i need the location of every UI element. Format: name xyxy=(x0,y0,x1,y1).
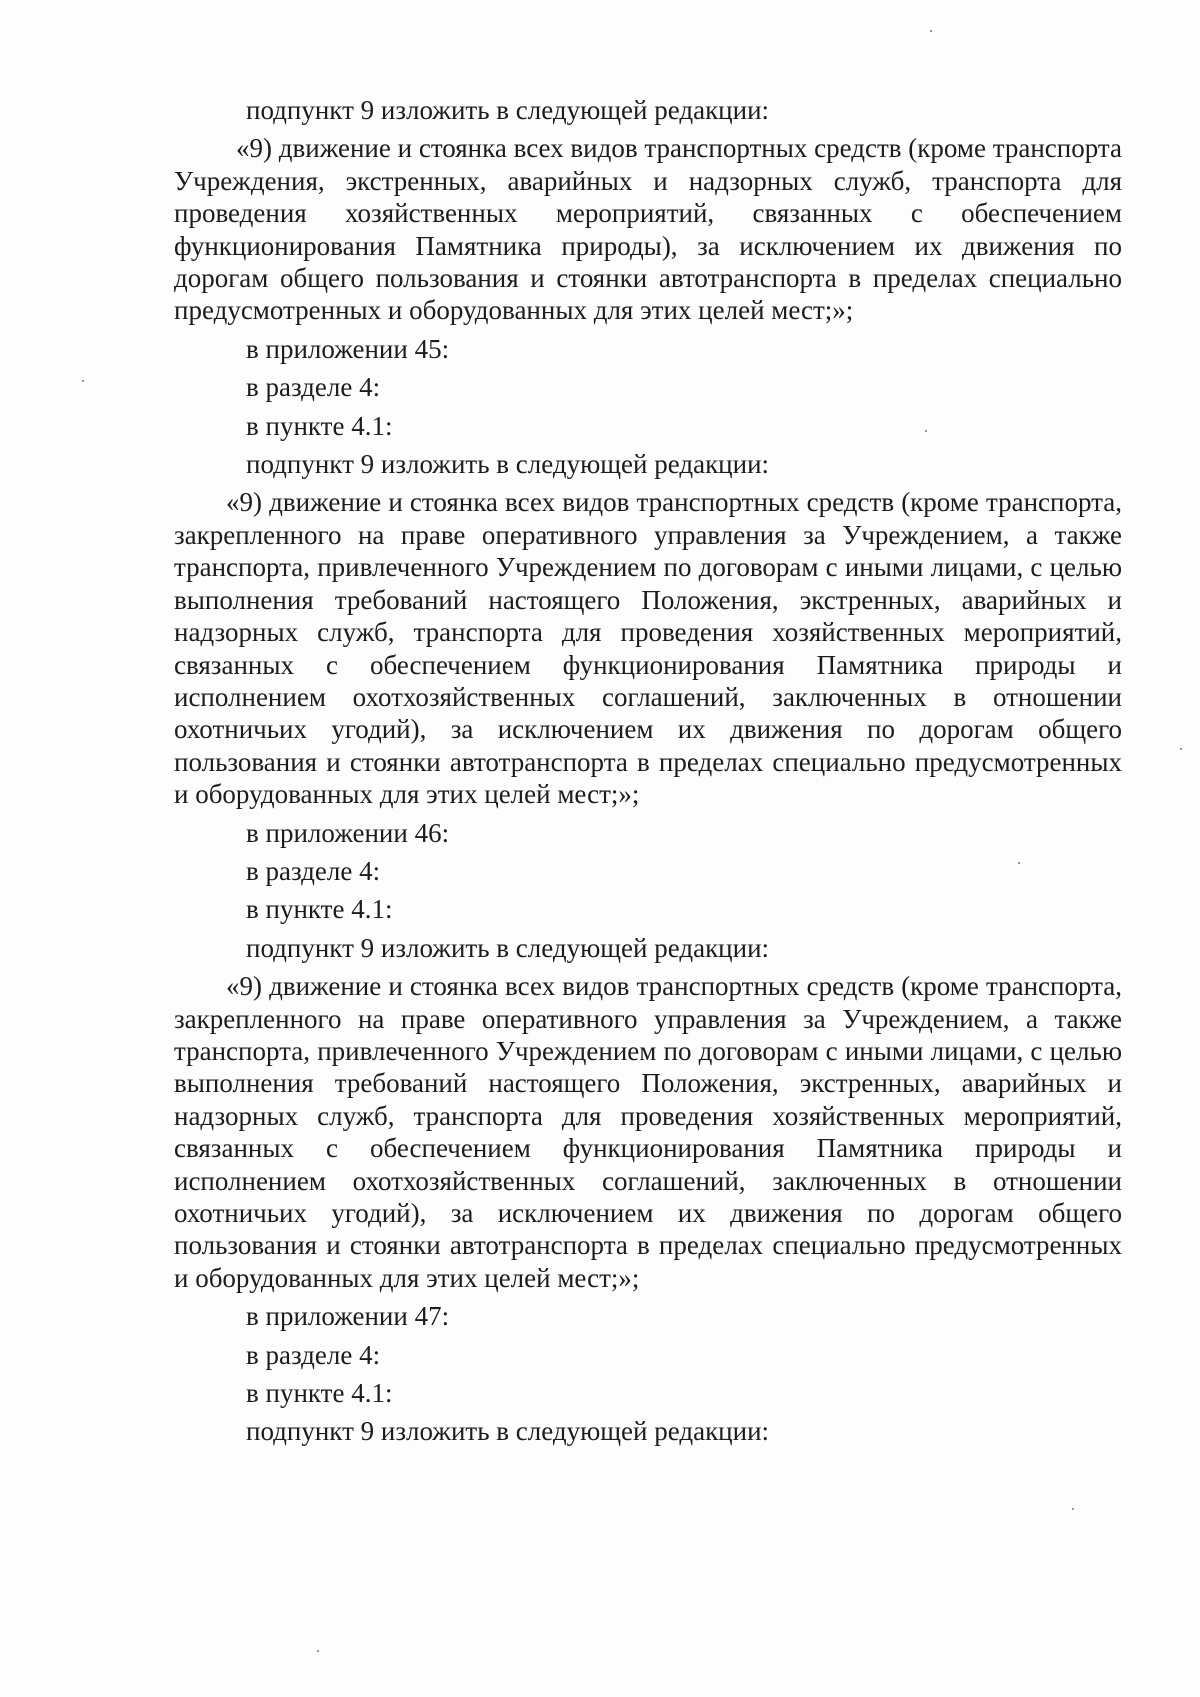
instruction-paragraph: подпункт 9 изложить в следующей редакции: xyxy=(246,932,770,963)
quoted-subclause-paragraph: «9) движение и стоянка всех видов транспортных средств (кроме транспорта, закрепленного на праве оперативного управления за Учреждением, а также транспорта, привлеченного Учреждением по договорам с иными лицами, с целью выполнения требований настоящего Положения, экстренных, аварийных и надзорных служб, транспорта для проведения хозяйственных мероприятий, связанных с обеспечением функционирования Памятника природы и исполнением охотхозяйственных соглашений, заключенных в отношении охотничьих угодий), за исключением их движения по дорогам общего пользования и стоянки автотранспорта в пределах специально предусмотренных и оборудованных для этих целей мест;»; xyxy=(174,487,1122,810)
instruction-paragraph: подпункт 9 изложить в следующей редакции: xyxy=(246,95,770,125)
quoted-subclause-paragraph: «9) движение и стоянка всех видов транспортных средств (кроме транспорта Учреждения, экстренных, аварийных и надзорных служб, транспорта для проведения хозяйственных мероприятий, связанных с обеспечением функционирования Памятника природы), за исключением их движения по дорогам общего пользования и стоянки автотранспорта в пределах специально предусмотренных и оборудованных для этих целей мест;»; xyxy=(174,133,1122,326)
instruction-paragraph: подпункт 9 изложить в следующей редакции: xyxy=(246,1416,770,1447)
scan-speck xyxy=(1180,748,1182,750)
scan-speck xyxy=(925,430,927,432)
quoted-subclause-paragraph: «9) движение и стоянка всех видов транспортных средств (кроме транспорта, закрепленного на праве оперативного управления за Учреждением, а также транспорта, привлеченного Учреждением по договорам с иными лицами, с целью выполнения требований настоящего Положения, экстренных, аварийных и надзорных служб, транспорта для проведения хозяйственных мероприятий, связанных с обеспечением функционирования Памятника природы и исполнением охотхозяйственных соглашений, заключенных в отношении охотничьих угодий), за исключением их движения по дорогам общего пользования и стоянки автотранспорта в пределах специально предусмотренных и оборудованных для этих целей мест;»; xyxy=(174,971,1122,1293)
section-reference: в разделе 4: xyxy=(246,855,381,886)
section-reference: в разделе 4: xyxy=(246,1339,381,1370)
scan-speck xyxy=(930,30,932,32)
appendix-reference: в приложении 47: xyxy=(246,1301,450,1332)
clause-reference: в пункте 4.1: xyxy=(246,410,393,441)
section-reference: в разделе 4: xyxy=(246,372,381,403)
clause-reference: в пункте 4.1: xyxy=(246,1378,393,1409)
scan-speck xyxy=(317,1650,319,1652)
scan-speck xyxy=(1018,862,1020,864)
scan-speck xyxy=(1072,1508,1074,1510)
instruction-paragraph: подпункт 9 изложить в следующей редакции: xyxy=(246,449,770,480)
document-body xyxy=(174,94,1122,1454)
appendix-reference: в приложении 45: xyxy=(246,333,450,364)
scan-speck xyxy=(82,380,84,382)
clause-reference: в пункте 4.1: xyxy=(246,894,393,925)
appendix-reference: в приложении 46: xyxy=(246,817,450,848)
